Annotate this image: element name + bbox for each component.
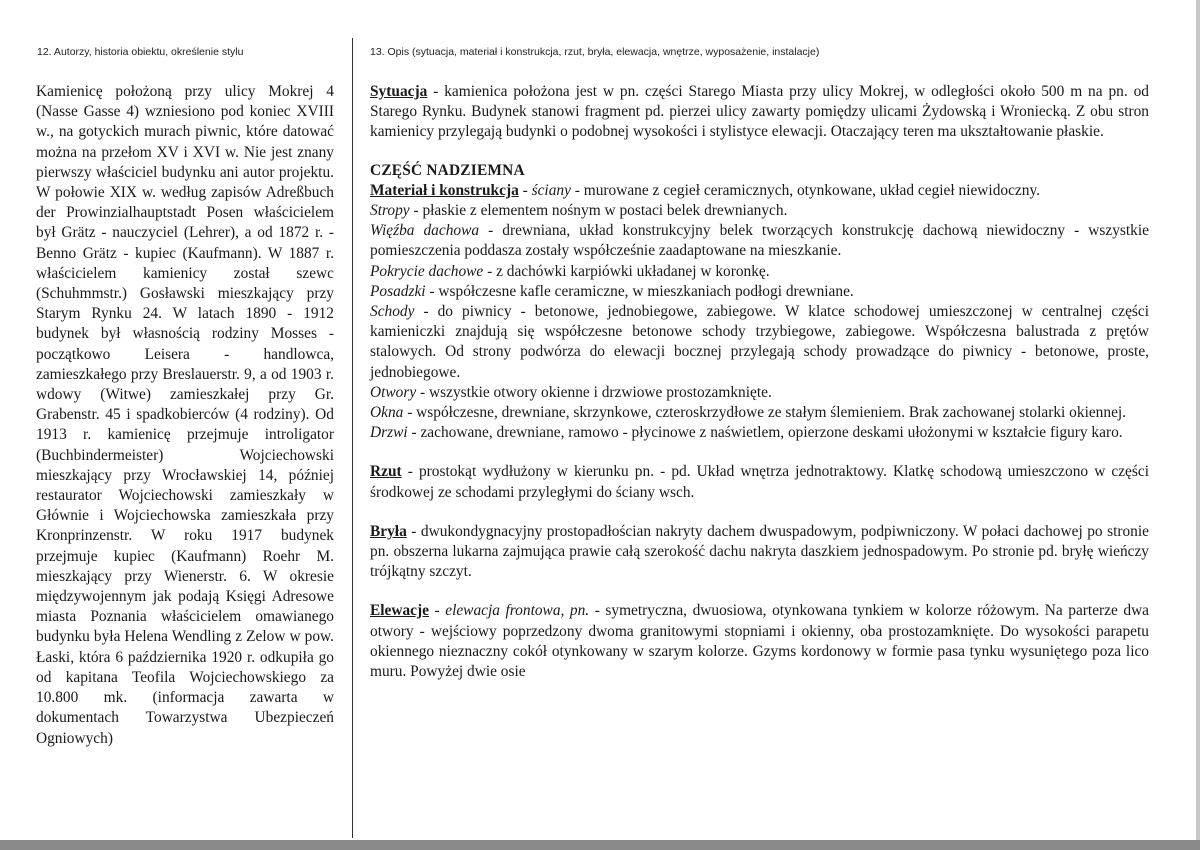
scan-edge-right xyxy=(1196,0,1200,850)
item-stropy: Stropy - płaskie z elementem nośnym w postaci belek drewnianych. xyxy=(370,202,788,220)
item-okna: Okna - współczesne, drewniane, skrzynkowe, czteroskrzydłowe ze stałym ślemieniem. Brak zachowanej stolarki okiennej. xyxy=(370,404,1127,422)
bryla-paragraph: Bryła - dwukondygnacyjny prostopadłościan nakryty dachem dwuspadowym, podpiwniczony. W połaci dachowej po stronie pn. obszerna lukarna zajmująca prawie całą szerokość dachu nakryta daszkiem jednospadowym. Po stronie pd. bryłę wieńczy trójkątny szczyt. xyxy=(370,522,1149,581)
section-heading: CZĘŚĆ NADZIEMNA xyxy=(370,161,525,179)
rzut-label: Rzut xyxy=(370,463,402,481)
sytuacja-paragraph xyxy=(370,82,1149,143)
material-label: Materiał i konstrukcja xyxy=(370,181,519,199)
elewacje-paragraph: Elewacje - elewacja frontowa, pn. - symetryczna, dwuosiowa, otynkowana tynkiem w kolorze różowym. Na parterze dwa otwory - wejściowy poprzedzony dwoma granitowymi stopniami i okienny, oba prostozamknięte. Do wysokości parapetu okiennego nieznaczny cokół otynkowany w szarym kolorze. Gzyms kordonowy w formie pasa tynku wysuniętego poza lico muru. Powyżej dwie osie xyxy=(370,602,1150,681)
sytuacja-label: Sytuacja xyxy=(370,83,428,100)
item-wiezba: Więźba dachowa - drewniana, układ konstrukcyjny belek tworzących konstrukcję dachową niewidoczny - wszystkie pomieszczenia poddasza zostały współcześnie zaadaptowane na mieszkanie. xyxy=(370,222,1149,260)
column-divider xyxy=(352,38,353,838)
history-text: Kamienicę położoną przy ulicy Mokrej 4 (Nasse Gasse 4) wzniesiono pod koniec XVIII w., na gotyckich murach piwnic, które datować można na przełom XV i XVI w. Nie jest znany pierwszy właściciel budynku ani autor projektu. W połowie XIX w. według zapisów Adreßbuch der Prowinzialhauptstadt Posen właścicielem był Grätz - nauczyciel (Lehrer), a od 1872 r. - Benno Grätz - kupiec (Kaufmann). W 1887 r. właścicielem kamienicy został szewc (Schuhmmstr.) Gosławski mieszkający przy Starym Rynku 24. W latach 1890 - 1912 budynek był własnością rodziny Mosses - początkowo Leisera - handlowca, zamieszkałego przy Breslauerstr. 9, a od 1903 r. wdowy (Witwe) zamieszkałej przy Gr. Grabenstr. 45 i spadkobierców (4 rodziny). Od 1913 r. kamienicę przejmuje introligator (Buchbindermeister) Wojciechowski mieszkający przy Wrocławskiej 14, później restaurator Wojciechowski zamieszkały w Głównie i Wojciechowska zamieszkała przy Kronprinzenstr. W roku 1917 budynek przejmuje kupiec (Kaufmann) Roehr M. mieszkający przy Wienerstr. 6. W okresie międzywojennym jak podają Księgi Adresowe miasta Poznania właścicielem omawianego budynku była Helena Wendling z Zelow w pow. Łaski, która 6 października 1920 r. odkupiła go od kapitana Teofila Wojciechowskiego za 10.800 mk. (informacja zawarta w dokumentach Towarzystwa Ubezpieczeń Ogniowych) xyxy=(36,83,334,747)
item-schody: Schody - do piwnicy - betonowe, jednobiegowe, zabiegowe. W klatce schodowej umieszczonej w centralnej części kamieniczki znajdują się współczesne betonowe schody trzybiegowe, zabiegowe. Współczesna balustrada z prętów stalowych. Od strony podwórza do elewacji bocznej przylegają schody prowadzące do piwnicy - betonowe, proste, jednobiegowe. xyxy=(370,303,1149,381)
material-paragraph: Materiał i konstrukcja - ściany - murowane z cegieł ceramicznych, otynkowane, układ cegieł niewidoczny. xyxy=(370,181,1040,199)
rzut-paragraph: Rzut - prostokąt wydłużony w kierunku pn. - pd. Układ wnętrza jednotraktowy. Klatkę schodową umieszczono w części środkowej ze schodami przyległymi do ściany wsch. xyxy=(370,463,1149,501)
item-otwory: Otwory - wszystkie otwory okienne i drzwiowe prostozamknięte. xyxy=(370,383,772,401)
item-drzwi: Drzwi - zachowane, drewniane, ramowo - płycinowe z naświetlem, opierzone deskami ułożonymi w kształcie figury karo. xyxy=(370,424,1123,442)
sytuacja-text: - kamienica położona jest w pn. części Starego Miasta przy ulicy Mokrej, w odległości około 500 m na pn. od Starego Rynku. Budynek stanowi fragment pd. pierzei ulicy zawarty pomiędzy ulicami Żydowską i Wroniecką. Z obu stron kamienicy przylegają budynki o podobnej wysokości i stylistyce elewacji. Otaczający teren ma ukształtowanie płaskie. xyxy=(370,83,1149,141)
sciany-text: - murowane z cegieł ceramicznych, otynkowane, układ cegieł niewidoczny. xyxy=(570,181,1040,199)
section-13-header: 13. Opis (sytuacja, materiał i konstrukcja, rzut, bryła, elewacja, wnętrze, wyposażenie, instalacje) xyxy=(370,46,820,58)
item-pokrycie: Pokrycie dachowe - z dachówki karpiówki układanej w koronkę. xyxy=(370,262,770,280)
elewacja-frontowa-label: elewacja frontowa, pn. xyxy=(445,602,590,620)
item-posadzki: Posadzki - współczesne kafle ceramiczne, w mieszkaniach podłogi drewniane. xyxy=(370,282,854,300)
bryla-label: Bryła xyxy=(370,522,407,540)
section-12-header: 12. Autorzy, historia obiektu, określenie stylu xyxy=(37,46,244,58)
sciany-label: ściany xyxy=(531,181,571,199)
description-text xyxy=(370,82,1149,682)
scan-edge-bottom xyxy=(0,840,1200,850)
elewacje-label: Elewacje xyxy=(370,602,429,620)
